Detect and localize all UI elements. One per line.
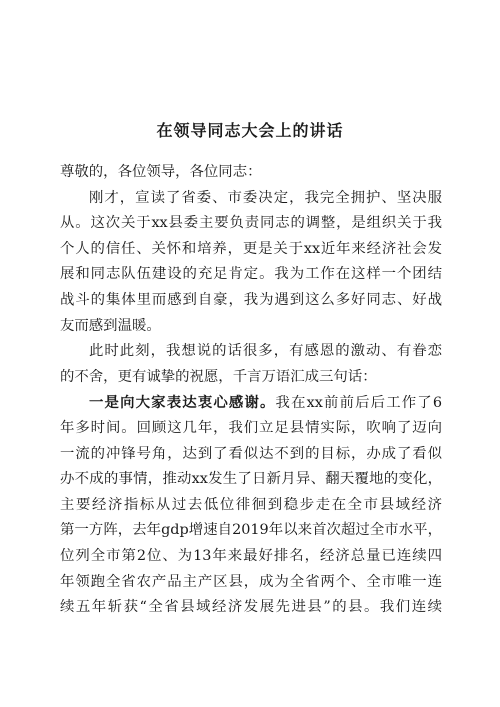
- paragraph-3-line-1-text: 我在xx前前后后工作了6: [275, 395, 442, 412]
- paragraph-1-line-1: 刚才，宣读了省委、市委决定，我完全拥护、坚决服: [89, 189, 442, 206]
- paragraph-3-line-1: [60, 390, 442, 416]
- paragraph-1-line-4: 展和同志队伍建设的充足肯定。我为工作在这样一个团结: [60, 266, 442, 283]
- paragraph-1-line-5: 战斗的集体里而感到自豪，我为遇到这么多好同志、好战: [60, 291, 442, 308]
- paragraph-3-lead: 一是向大家表达衷心感谢。: [89, 394, 276, 412]
- paragraph-3-line-7: 位列全市第2位、为13年来最好排名，经济总量已连续四: [60, 547, 442, 564]
- paragraph-2-line-1: 此时此刻，我想说的话很多，有感恩的激动、有眷恋: [89, 343, 442, 360]
- paragraph-3-line-2: 年多时间。回顾这几年，我们立足县情实际，吹响了迈向: [60, 419, 442, 436]
- paragraph-1-line-2: 从。这次关于xx县委主要负责同志的调整，是组织关于我: [60, 215, 442, 232]
- paragraph-3-line-3: 一流的冲锋号角，达到了看似达不到的目标，办成了看似: [60, 445, 442, 462]
- paragraph-2-line-2: 的不舍，更有诚挚的祝愿，千言万语汇成三句话：: [60, 368, 377, 385]
- paragraph-3-line-6: 第一方阵，去年gdp增速自2019年以来首次超过全市水平，: [60, 522, 442, 539]
- paragraph-3-line-8: 年领跑全省农产品主产区县，成为全省两个、全市唯一连: [60, 573, 442, 590]
- salutation: 尊敬的，各位领导，各位同志：: [60, 164, 262, 180]
- document-body: [60, 160, 442, 621]
- paragraph-1-line-3: 个人的信任、关怀和培养，更是关于xx近年来经济社会发: [60, 240, 442, 257]
- paragraph-1-line-6: 友而感到温暖。: [60, 317, 161, 334]
- paragraph-3-line-9: 续五年斩获“全省县域经济发展先进县”的县。我们连续: [60, 599, 442, 616]
- paragraph-3-line-4: 办不成的事情，推动xx发生了日新月异、翻天覆地的变化，: [60, 471, 442, 488]
- document-title: 在领导同志大会上的讲话: [156, 121, 344, 140]
- paragraph-3-line-5: 主要经济指标从过去低位徘徊到稳步走在全市县域经济: [60, 496, 442, 513]
